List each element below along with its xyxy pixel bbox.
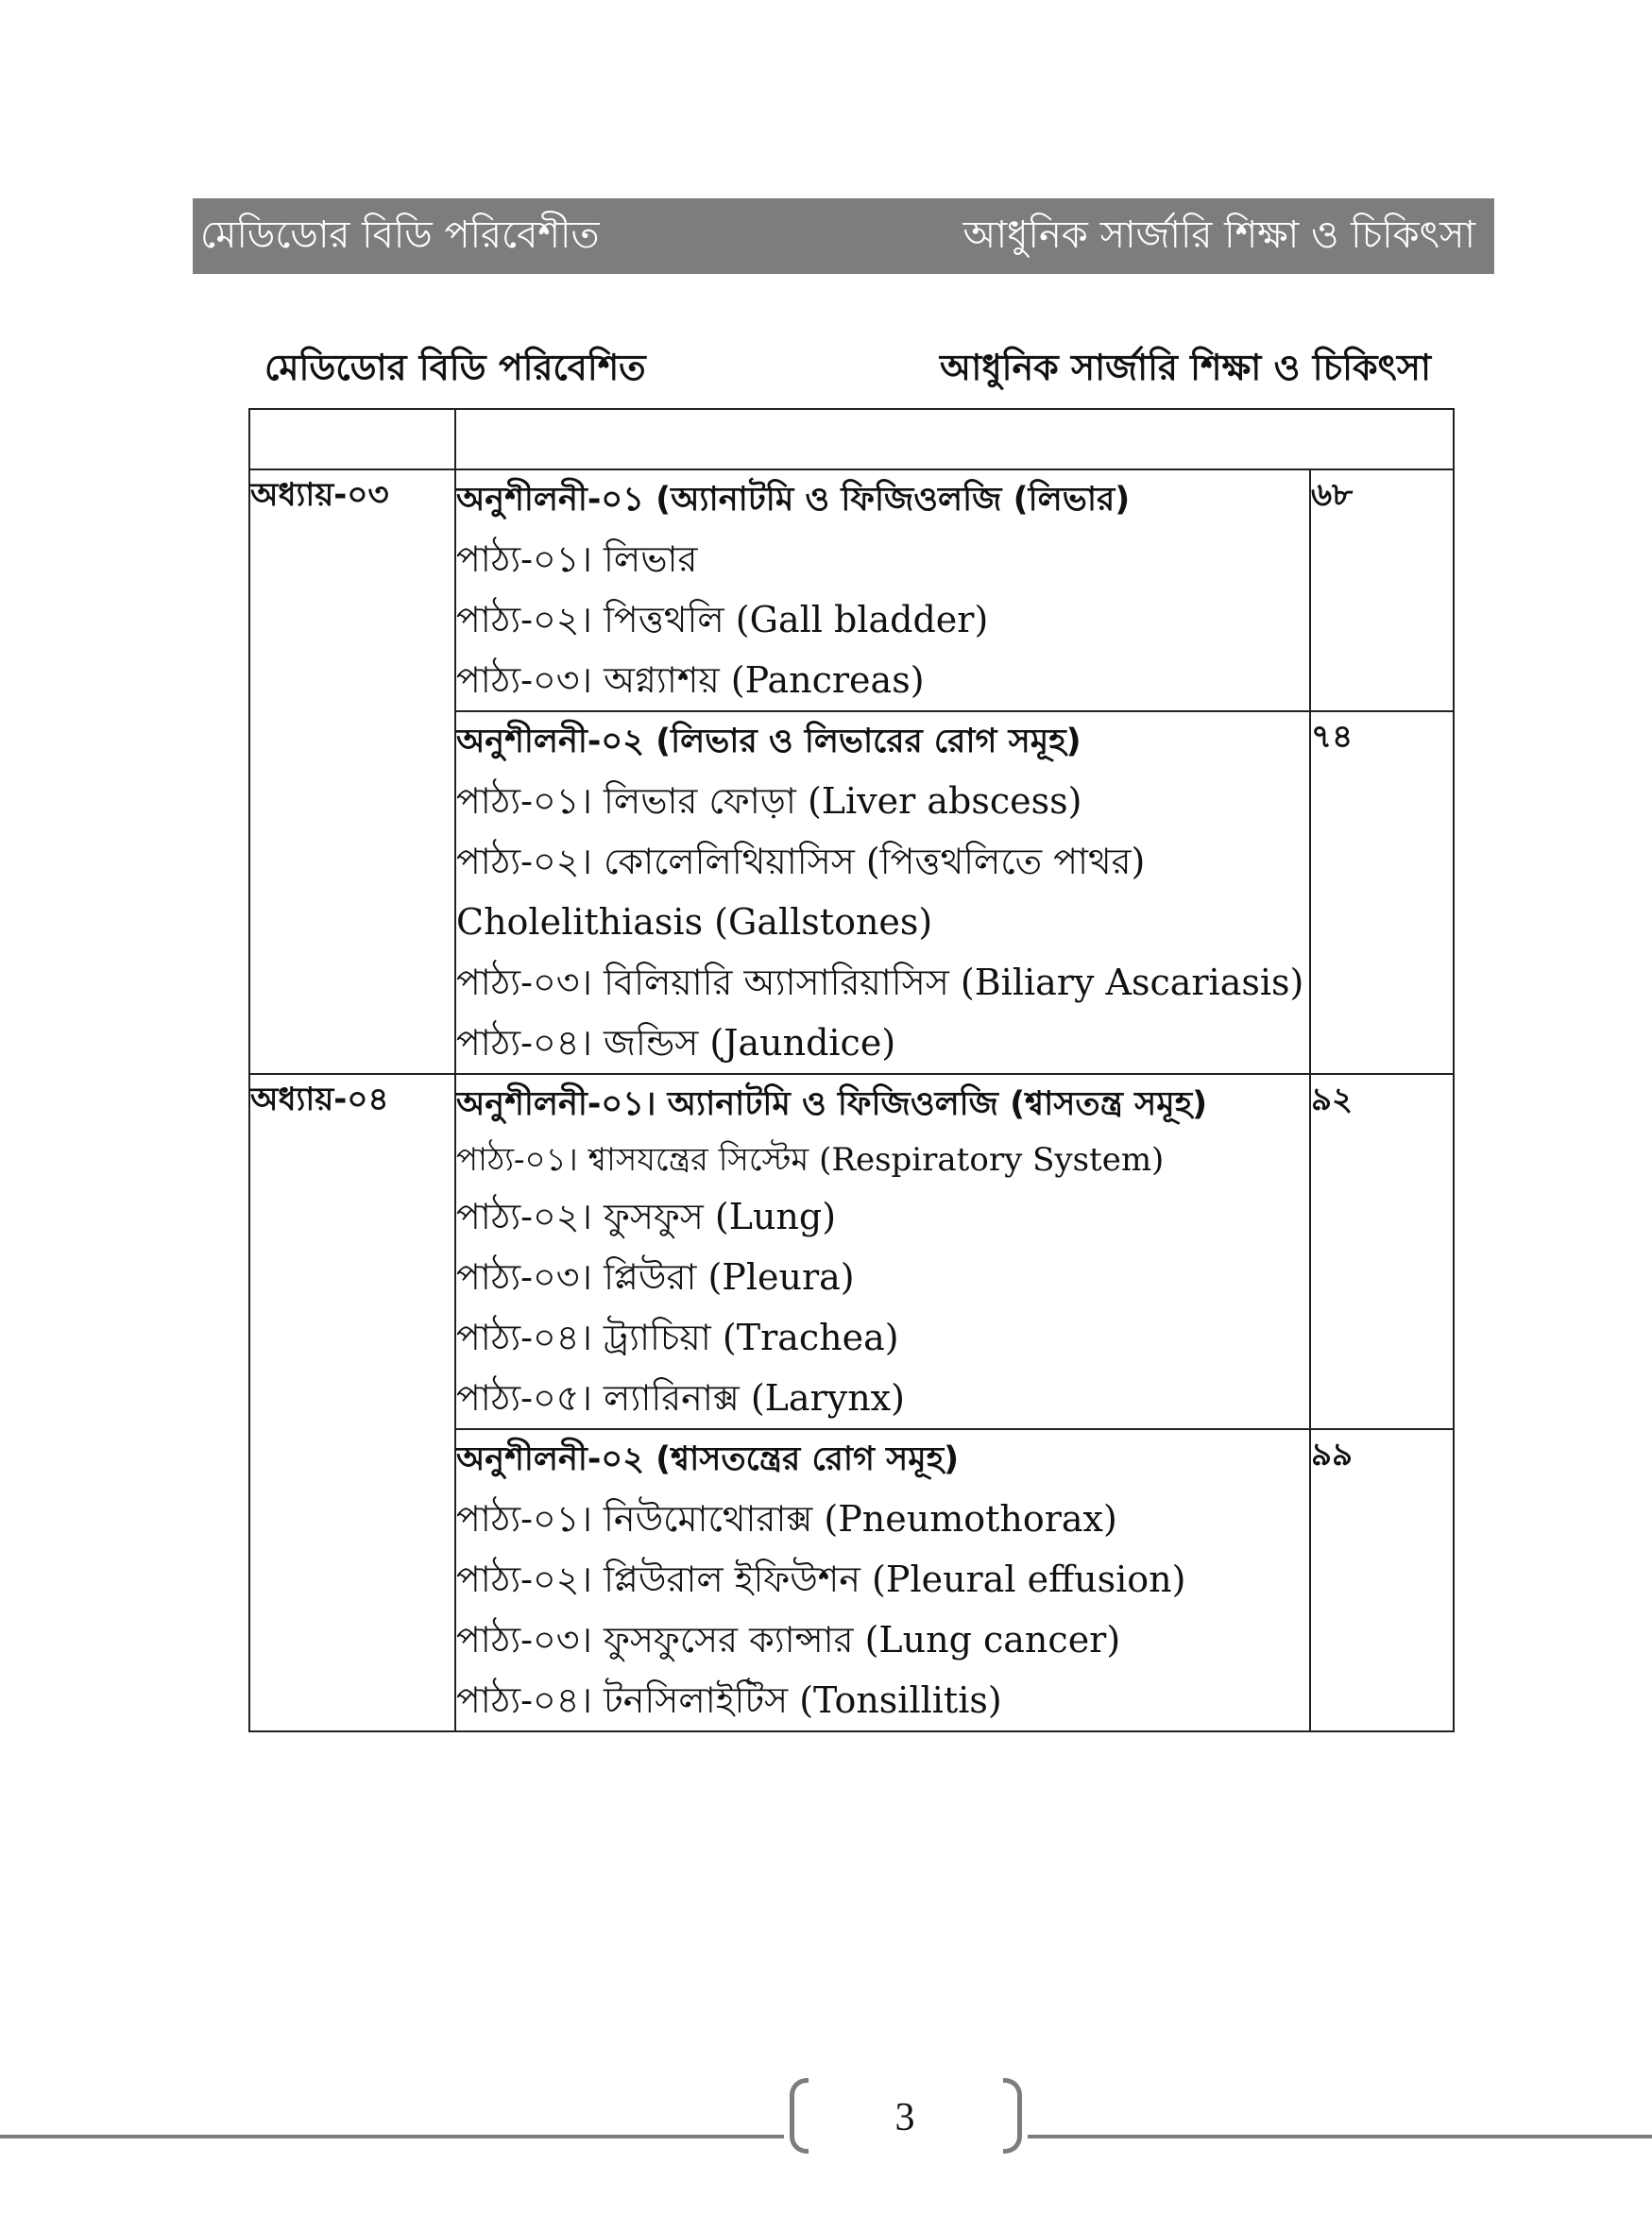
page-number-cell: ৯৯	[1310, 1429, 1454, 1731]
exercise-cell	[455, 1429, 1310, 1731]
exercise-cell	[455, 469, 1310, 711]
right-brace-icon	[1003, 2078, 1022, 2154]
lesson-item: পাঠ্য-০৪। জন্ডিস (Jaundice)	[456, 1022, 896, 1064]
lesson-item: পাঠ্য-০১। শ্বাসযন্ত্রের সিস্টেম (Respiratory System)	[456, 1141, 1165, 1179]
table-row	[249, 469, 1454, 711]
lesson-item: পাঠ্য-০২। পিত্তথলি (Gall bladder)	[456, 599, 989, 640]
empty-cell	[455, 409, 1454, 469]
lesson-item: পাঠ্য-০৪। টনসিলাইটিস (Tonsillitis)	[456, 1679, 1002, 1721]
exercise-title: অনুশীলনী-০২ (শ্বাসতন্ত্রের রোগ সমূহ)	[456, 1440, 960, 1478]
lesson-item: পাঠ্য-০৩। বিলিয়ারি অ্যাসারিয়াসিস (Biliary Ascariasis)	[456, 962, 1304, 1003]
chapter-label: অধ্যায়-০৪	[249, 1074, 455, 1731]
subheader-left-text: মেডিডোর বিডি পরিবেশিত	[264, 347, 646, 388]
empty-cell	[249, 409, 455, 469]
exercise-title: অনুশীলনী-০১ (অ্যানাটমি ও ফিজিওলজি (লিভার)	[456, 481, 1131, 519]
lesson-item: পাঠ্য-০৩। অগ্ন্যাশয় (Pancreas)	[456, 659, 925, 701]
footer-rule-left	[0, 2135, 784, 2138]
banner-right-text: আধুনিক সার্জারি শিক্ষা ও চিকিৎসা	[962, 213, 1475, 257]
page-number-cell: ৭৪	[1310, 711, 1454, 1074]
lesson-item: পাঠ্য-০১। নিউমোথোরাক্স (Pneumothorax)	[456, 1498, 1117, 1540]
footer-rule-right	[1028, 2135, 1652, 2138]
exercise-cell	[455, 711, 1310, 1074]
sub-header	[264, 340, 1431, 400]
table-row	[249, 1074, 1454, 1429]
exercise-title: অনুশীলনী-০২ (লিভার ও লিভারের রোগ সমূহ)	[456, 723, 1081, 760]
header-banner	[193, 198, 1494, 274]
lesson-item: পাঠ্য-০২। কোলেলিথিয়াসিস (পিত্তথলিতে পাথর) Cholelithiasis (Gallstones)	[456, 841, 1146, 943]
lesson-item: পাঠ্য-০৪। ট্র্যাচিয়া (Trachea)	[456, 1317, 899, 1358]
table-empty-row	[249, 409, 1454, 469]
banner-left-text: মেডিডোর বিডি পরিবেশীত	[200, 213, 600, 257]
lesson-item: পাঠ্য-০২। ফুসফুস (Lung)	[456, 1196, 837, 1237]
exercise-cell	[455, 1074, 1310, 1429]
lesson-item: পাঠ্য-০১। লিভার	[456, 538, 698, 580]
page-number-cell: ৯২	[1310, 1074, 1454, 1429]
lesson-item: পাঠ্য-০১। লিভার ফোড়া (Liver abscess)	[456, 780, 1082, 822]
lesson-item: পাঠ্য-০৩। ফুসফুসের ক্যান্সার (Lung cancer)	[456, 1619, 1121, 1661]
contents-table	[248, 408, 1455, 1732]
lesson-item: পাঠ্য-০৩। প্লিউরা (Pleura)	[456, 1256, 855, 1298]
lesson-item: পাঠ্য-০৫। ল্যারিনাক্স (Larynx)	[456, 1377, 905, 1419]
left-brace-icon	[790, 2078, 809, 2154]
subheader-right-text: আধুনিক সার্জারি শিক্ষা ও চিকিৎসা	[940, 347, 1431, 388]
page-number: 3	[894, 2096, 915, 2139]
chapter-label: অধ্যায়-০৩	[249, 469, 455, 1074]
lesson-item: পাঠ্য-০২। প্লিউরাল ইফিউশন (Pleural effusion)	[456, 1559, 1186, 1600]
page-number-cell: ৬৮	[1310, 469, 1454, 711]
exercise-title: অনুশীলনী-০১। অ্যানাটমি ও ফিজিওলজি (শ্বাসতন্ত্র সমূহ)	[456, 1085, 1208, 1123]
